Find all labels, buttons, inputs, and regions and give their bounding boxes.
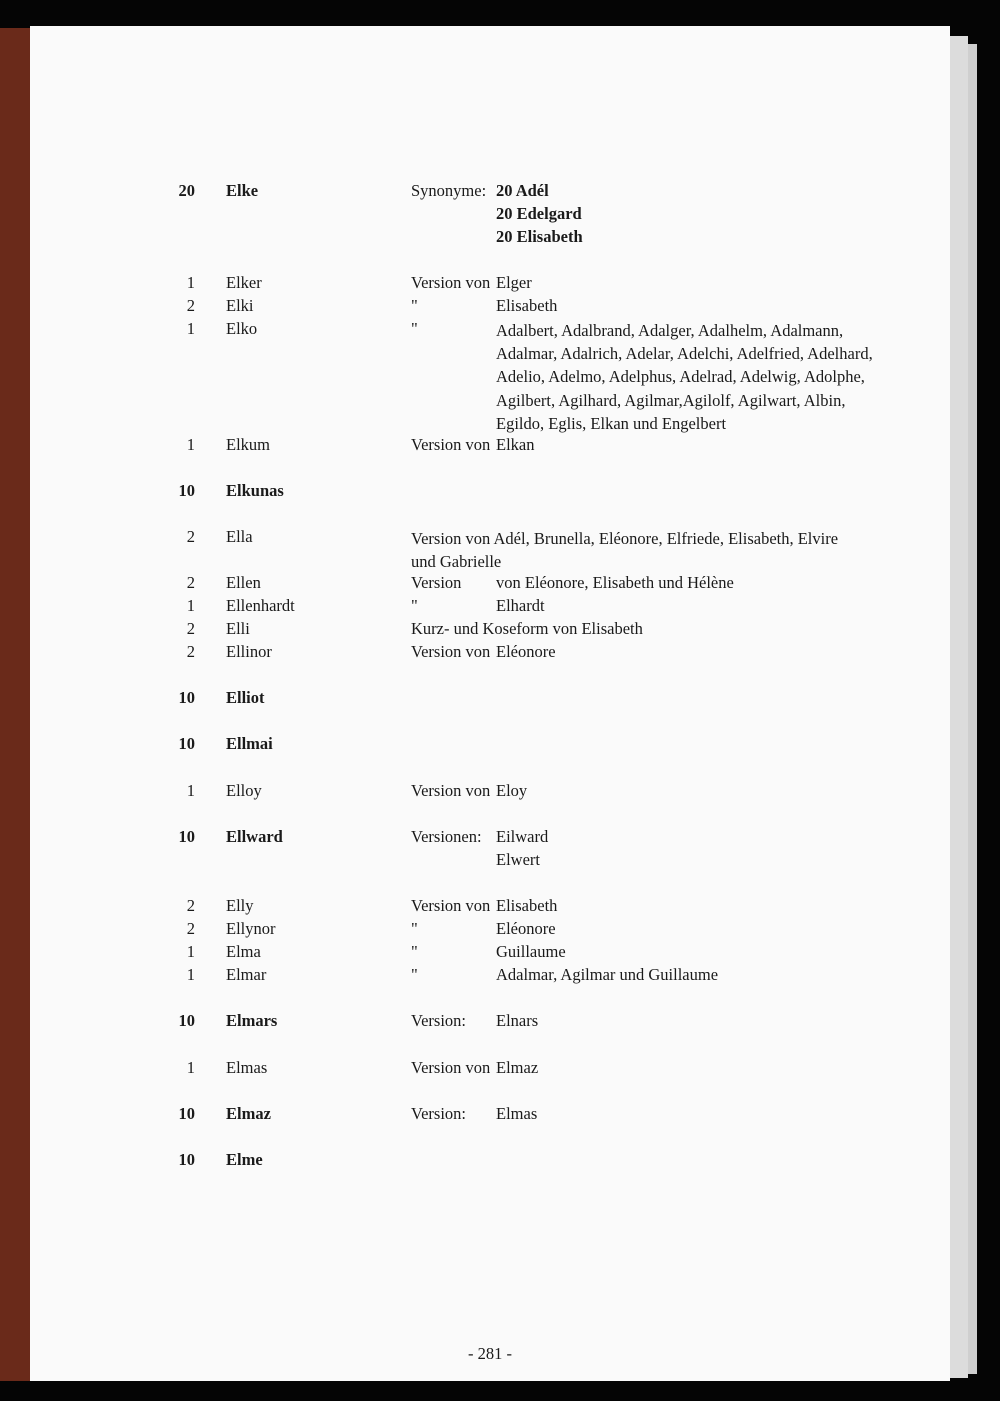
entry-name: Elko — [226, 319, 258, 338]
entry-reference: von Eléonore, Elisabeth und Hélène — [496, 573, 734, 592]
entry-frequency: 2 — [186, 527, 195, 546]
entry-reference: Elhardt — [496, 596, 545, 615]
entry-label: Version von — [411, 435, 491, 454]
entry-frequency: 1 — [186, 965, 195, 984]
entry-name: Ellmai — [226, 734, 273, 753]
entry-frequency: 10 — [178, 1011, 195, 1030]
entry-label: Versionen: — [411, 827, 482, 846]
entry-name: Elki — [226, 296, 254, 315]
entry-name: Elliot — [226, 688, 265, 707]
entry-label: Version von — [411, 642, 491, 661]
entry-frequency: 10 — [178, 688, 195, 707]
entry-label: Version von — [411, 781, 491, 800]
entry-reference: Eilward — [496, 827, 549, 846]
entry-frequency: 20 — [178, 181, 195, 200]
entry-name: Elly — [226, 896, 254, 915]
entry-label: " — [411, 319, 418, 338]
entry-frequency: 2 — [186, 642, 195, 661]
entry-label: Version von — [411, 1058, 491, 1077]
entry-name: Elmars — [226, 1011, 278, 1030]
entry-name: Ellward — [226, 827, 283, 846]
entry-name: Ellen — [226, 573, 261, 592]
entry-name: Ellinor — [226, 642, 272, 661]
entry-label: " — [411, 296, 418, 315]
entry-frequency: 10 — [178, 827, 195, 846]
entry-reference: Elisabeth — [496, 296, 558, 315]
entry-frequency: 2 — [186, 619, 195, 638]
entry-frequency: 1 — [186, 1058, 195, 1077]
entry-label: Version von — [411, 273, 491, 292]
entry-reference: 20 Elisabeth — [496, 227, 583, 246]
entry-frequency: 10 — [178, 734, 195, 753]
entry-reference: Elnars — [496, 1011, 539, 1030]
entry-name: Elma — [226, 942, 261, 961]
entry-frequency: 1 — [186, 319, 195, 338]
entry-label: Version von — [411, 896, 491, 915]
entry-reference: Elmas — [496, 1104, 538, 1123]
entry-name: Elmaz — [226, 1104, 271, 1123]
entry-frequency: 10 — [178, 1150, 195, 1169]
entry-label: Version — [411, 573, 462, 592]
entry-frequency: 2 — [186, 896, 195, 915]
page-number: - 281 - — [468, 1344, 512, 1363]
entry-reference: Eléonore — [496, 919, 556, 938]
entry-label: Kurz- und Koseform von Elisabeth — [411, 619, 643, 638]
entry-name: Elmar — [226, 965, 267, 984]
entry-name: Ellynor — [226, 919, 276, 938]
book-page — [30, 26, 950, 1381]
entry-name: Elme — [226, 1150, 263, 1169]
entry-label: " — [411, 596, 418, 615]
entry-reference: Adalmar, Agilmar und Guillaume — [496, 965, 719, 984]
entry-label: " — [411, 942, 418, 961]
entry-frequency: 1 — [186, 596, 195, 615]
entry-name: Ellenhardt — [226, 596, 295, 615]
entry-label: Version: — [411, 1104, 466, 1123]
entry-reference: Elkan — [496, 435, 535, 454]
entry-reference: Guillaume — [496, 942, 566, 961]
entry-frequency: 10 — [178, 1104, 195, 1123]
entry-name: Elkum — [226, 435, 270, 454]
entry-name: Elke — [226, 181, 259, 200]
entry-label: Version von Adél, Brunella, Eléonore, Elfriede, Elisabeth, Elvire und Gabrielle — [411, 529, 839, 572]
entry-frequency: 10 — [178, 481, 195, 500]
entry-frequency: 1 — [186, 781, 195, 800]
entry-name: Ella — [226, 527, 253, 546]
entry-name: Elker — [226, 273, 262, 292]
entry-reference: Elisabeth — [496, 896, 558, 915]
entry-reference: Elger — [496, 273, 532, 292]
entry-reference: 20 Edelgard — [496, 204, 582, 223]
entry-label: " — [411, 919, 418, 938]
entry-frequency: 1 — [186, 435, 195, 454]
entry-name: Elli — [226, 619, 250, 638]
entry-frequency: 1 — [186, 942, 195, 961]
entry-frequency: 2 — [186, 296, 195, 315]
entry-name: Elmas — [226, 1058, 268, 1077]
entry-name: Elloy — [226, 781, 262, 800]
entry-label: Version: — [411, 1011, 466, 1030]
entry-reference: Adalbert, Adalbrand, Adalger, Adalhelm, Adalmann, Adalmar, Adalrich, Adelar, Adelchi, Adelfried, Adelhard, Adelio, Adelmo, Adelphus, Adelrad, Adelwig, Adolphe, Agilbert, Agilhard, Agilmar,Agilolf, Agilwart, Albin, Egildo, Eglis, Elkan und Engelbert — [496, 321, 873, 433]
entry-label: Synonyme: — [411, 181, 487, 200]
book-edge-left — [0, 28, 34, 1381]
entry-label: " — [411, 965, 418, 984]
entry-frequency: 2 — [186, 919, 195, 938]
entry-frequency: 2 — [186, 573, 195, 592]
entry-reference: Eloy — [496, 781, 528, 800]
entry-reference: Elwert — [496, 850, 540, 869]
entry-name: Elkunas — [226, 481, 284, 500]
entry-reference: 20 Adél — [496, 181, 549, 200]
entry-reference: Eléonore — [496, 642, 556, 661]
entry-reference: Elmaz — [496, 1058, 539, 1077]
entry-frequency: 1 — [186, 273, 195, 292]
